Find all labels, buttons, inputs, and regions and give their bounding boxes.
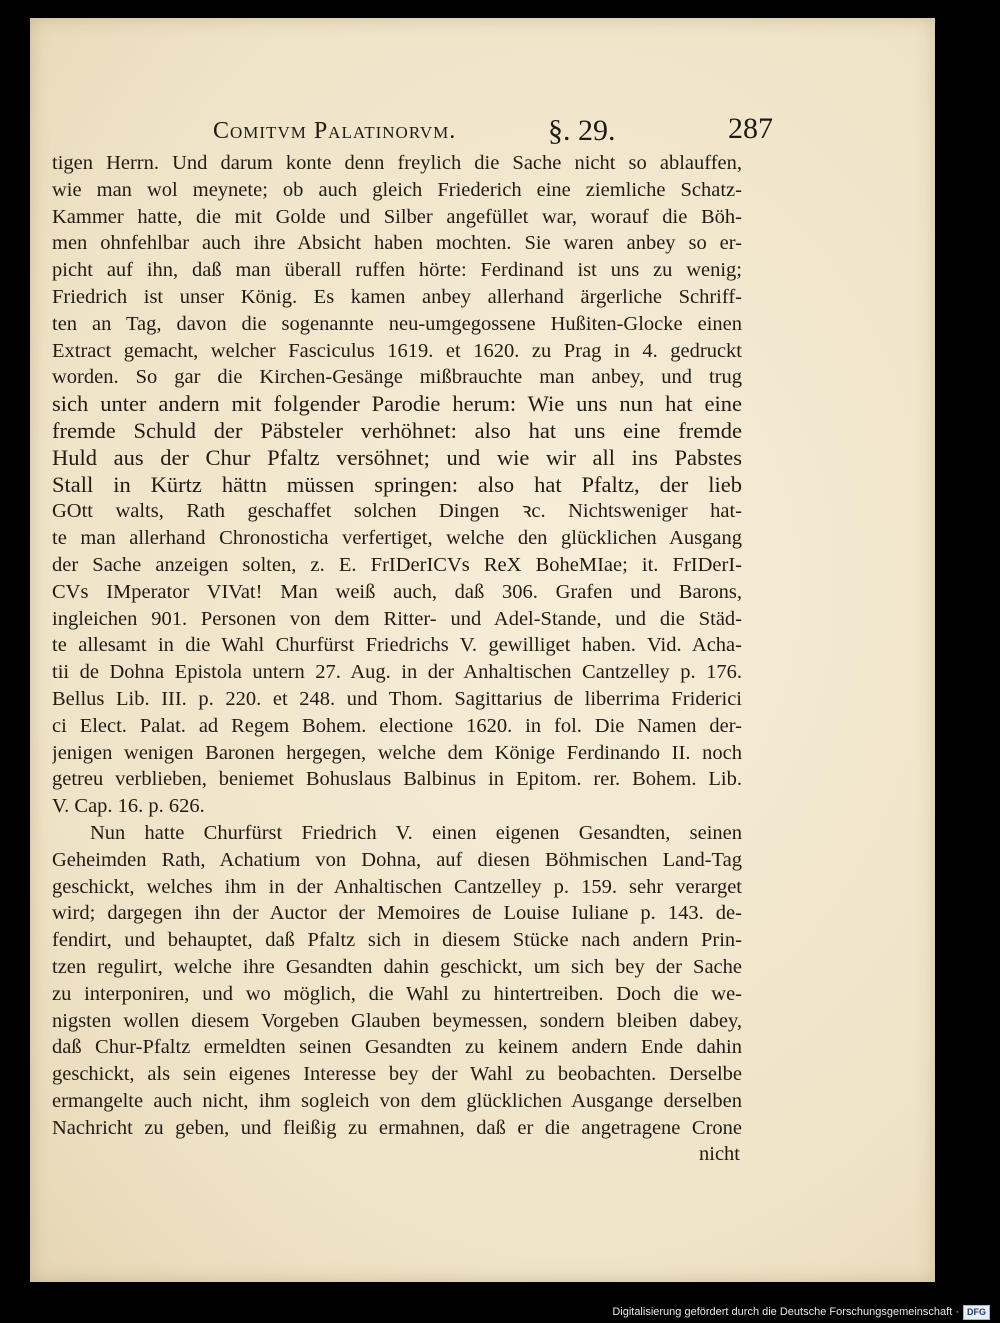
- text-line: fremde Schuld der Päbsteler verhöhnet: also hat uns eine fremde: [52, 417, 742, 443]
- text-line: geschickt, welches ihm in der Anhaltischen Cantzelley p. 159. sehr verarget: [52, 875, 742, 898]
- text-line: Nachricht zu geben, und fleißig zu ermahnen, daß er die angetragene Crone: [52, 1116, 742, 1139]
- text-line: getreu verblieben, beniemet Bohuslaus Balbinus in Epitom. rer. Bohem. Lib.: [52, 768, 742, 791]
- text-line: ermangelte auch nicht, ihm sogleich von dem glücklichen Ausgange derselben: [52, 1089, 742, 1112]
- text-line: Geheimden Rath, Achatium von Dohna, auf diesen Böhmischen Land-Tag: [52, 848, 742, 871]
- text-line: zu interponiren, und wo möglich, die Wahl zu hintertreiben. Doch die we-: [52, 982, 742, 1005]
- text-line: Friedrich ist unser König. Es kamen anbey allerhand ärgerliche Schriff-: [52, 285, 742, 308]
- text-line: daß Chur-Pfaltz ermeldten seinen Gesandten zu keinem andern Ende dahin: [52, 1036, 742, 1059]
- text-line: CVs IMperator VIVat! Man weiß auch, daß 306. Grafen und Barons,: [52, 580, 742, 603]
- text-line: fendirt, und behauptet, daß Pfaltz sich in diesem Stücke nach andern Prin-: [52, 929, 742, 952]
- text-line: V. Cap. 16. p. 626.: [52, 795, 205, 818]
- text-line: tigen Herrn. Und darum konte denn freylich die Sache nicht so ablauffen,: [52, 152, 742, 174]
- footer-credit-text: Digitalisierung gefördert durch die Deutsche Forschungsgemeinschaft ·: [612, 1306, 959, 1318]
- text-line: Extract gemacht, welcher Fasciculus 1619. et 1620. zu Prag in 4. gedruckt: [52, 339, 742, 362]
- text-line: GOtt walts, Rath geschaffet solchen Dingen ꝛc. Nichtsweniger hat-: [52, 500, 742, 523]
- text-line: tzen regulirt, welche ihre Gesandten dahin geschickt, um sich bey der Sache: [52, 955, 742, 978]
- text-line: geschickt, als sein eigenes Interesse bey der Wahl zu beobachten. Derselbe: [52, 1063, 742, 1086]
- text-line: Huld aus der Chur Pfaltz versöhnet; und wie wir all ins Pabstes: [52, 444, 742, 470]
- text-line: tii de Dohna Epistola untern 27. Aug. in der Anhaltischen Cantzelley p. 176.: [52, 661, 742, 684]
- catchword: nicht: [699, 1143, 740, 1166]
- dfg-logo-icon: DFG: [963, 1305, 990, 1320]
- text-line: wie man wol meynete; ob auch gleich Friederich eine ziemliche Schatz-: [52, 178, 742, 201]
- text-line: ci Elect. Palat. ad Regem Bohem. electione 1620. in fol. Die Namen der-: [52, 714, 742, 737]
- text-line: worden. So gar die Kirchen-Gesänge mißbrauchte man anbey, und trug: [52, 366, 742, 389]
- text-line: Kammer hatte, die mit Golde und Silber angefüllet war, worauf die Böh-: [52, 205, 742, 228]
- text-line: Bellus Lib. III. p. 220. et 248. und Thom. Sagittarius de liberrima Friderici: [52, 687, 742, 710]
- text-line: ten an Tag, davon die sogenannte neu-umgegossene Hußiten-Glocke einen: [52, 312, 742, 335]
- text-line: picht auf ihn, daß man überall ruffen hörte: Ferdinand ist uns zu wenig;: [52, 259, 742, 282]
- text-line: sich unter andern mit folgender Parodie herum: Wie uns nun hat eine: [52, 391, 742, 417]
- text-line: Stall in Kürtz hättn müssen springen: also hat Pfaltz, der lieb: [52, 471, 742, 497]
- text-line: jenigen wenigen Baronen hergegen, welche dem Könige Ferdinando II. noch: [52, 741, 742, 764]
- text-line: nigsten wollen diesem Vorgeben Glauben beymessen, sondern bleiben dabey,: [52, 1009, 742, 1032]
- text-line: wird; dargegen ihn der Auctor der Memoires de Louise Iuliane p. 143. de-: [52, 902, 742, 925]
- section-number: §. 29.: [548, 114, 616, 147]
- text-line: Nun hatte Churfürst Friedrich V. einen eigenen Gesandten, seinen: [90, 821, 742, 844]
- text-line: men ohnfehlbar auch ihre Absicht haben mochten. Sie waren anbey so er-: [52, 232, 742, 255]
- footer-credit: [612, 1303, 990, 1321]
- text-line: te man allerhand Chronosticha verfertiget, welche den glücklichen Ausgang: [52, 527, 742, 550]
- text-line: ingleichen 901. Personen von dem Ritter- und Adel-Stande, und die Städ-: [52, 607, 742, 630]
- body-text: [52, 150, 742, 1168]
- running-head: Comitvm Palatinorvm.: [213, 118, 457, 144]
- page-number: 287: [728, 112, 773, 145]
- text-line: der Sache anzeigen solten, z. E. FrIDerICVs ReX BoheMIae; it. FrIDerI-: [52, 553, 742, 576]
- text-line: te allesamt in die Wahl Churfürst Friedrichs V. gewilliget haben. Vid. Acha-: [52, 634, 742, 657]
